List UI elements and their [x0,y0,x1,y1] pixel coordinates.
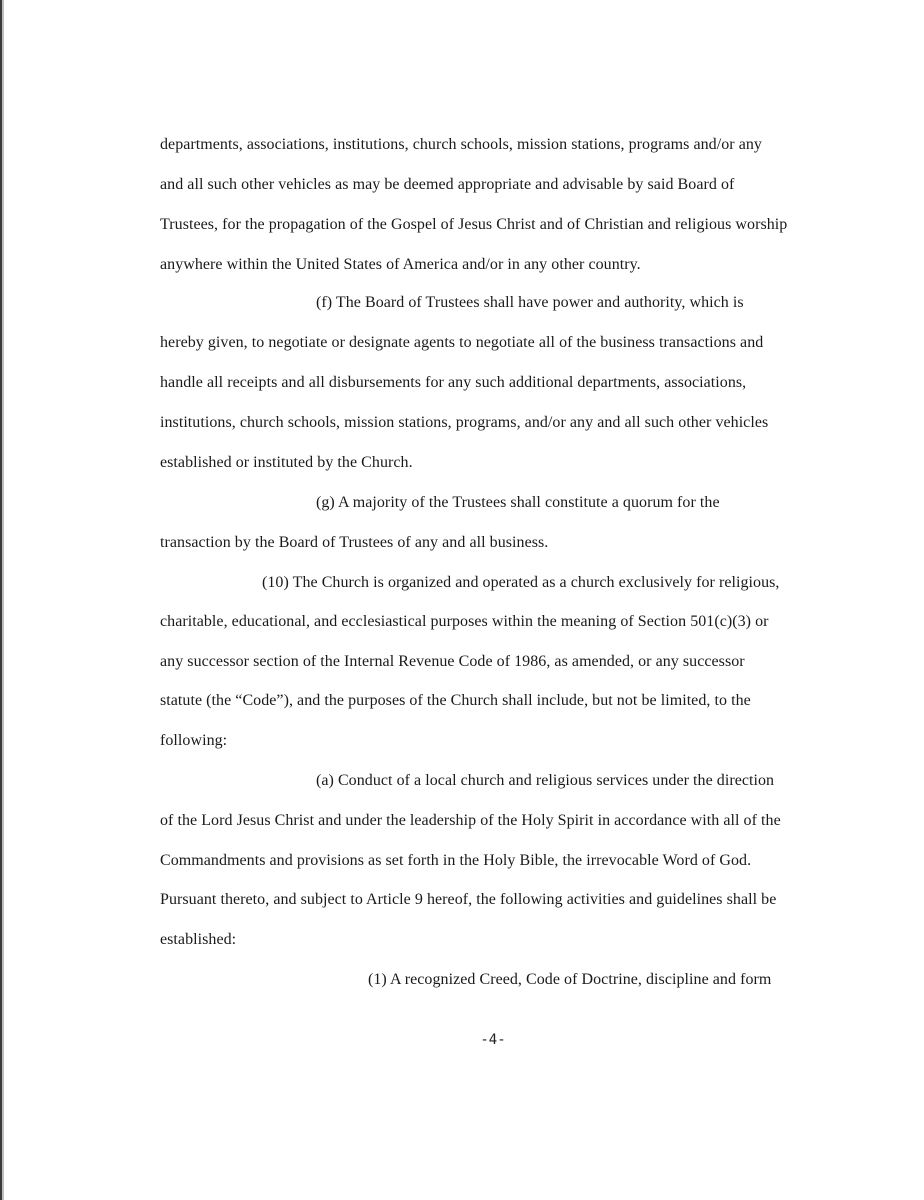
text-line: established: [160,931,237,948]
text-line: transaction by the Board of Trustees of any and all business. [160,534,549,551]
text-line: and all such other vehicles as may be deemed appropriate and advisable by said Board of [160,176,735,193]
text-line: established or instituted by the Church. [160,454,413,471]
text-line: institutions, church schools, mission stations, programs, and/or any and all such other vehicles [160,414,769,431]
subsection-g-heading: (g) A majority of the Trustees shall constitute a quorum for the [316,494,720,511]
text-line: Commandments and provisions as set forth in the Holy Bible, the irrevocable Word of God. [160,852,752,869]
page-number: -4- [480,1032,506,1048]
item-1-heading: (1) A recognized Creed, Code of Doctrine, discipline and form [368,971,772,988]
text-line: Pursuant thereto, and subject to Article 9 hereof, the following activities and guidelines shall be [160,891,777,908]
text-line: following: [160,732,228,749]
section-10-heading: (10) The Church is organized and operated as a church exclusively for religious, [262,574,780,591]
subsection-f-heading: (f) The Board of Trustees shall have power and authority, which is [316,294,744,311]
text-line: statute (the “Code”), and the purposes of the Church shall include, but not be limited, to the [160,692,751,709]
text-line: hereby given, to negotiate or designate agents to negotiate all of the business transactions and [160,334,764,351]
text-line: any successor section of the Internal Revenue Code of 1986, as amended, or any successor [160,653,745,670]
text-line: of the Lord Jesus Christ and under the leadership of the Holy Spirit in accordance with all of the [160,812,781,829]
text-line: handle all receipts and all disbursements for any such additional departments, associations, [160,374,747,391]
text-line: departments, associations, institutions, church schools, mission stations, programs and/or any [160,136,762,153]
text-line: anywhere within the United States of America and/or in any other country. [160,256,641,273]
subsection-a-heading: (a) Conduct of a local church and religious services under the direction [316,772,775,789]
text-line: Trustees, for the propagation of the Gospel of Jesus Christ and of Christian and religious worship [160,216,788,233]
text-line: charitable, educational, and ecclesiastical purposes within the meaning of Section 501(c)(3) or [160,613,769,630]
